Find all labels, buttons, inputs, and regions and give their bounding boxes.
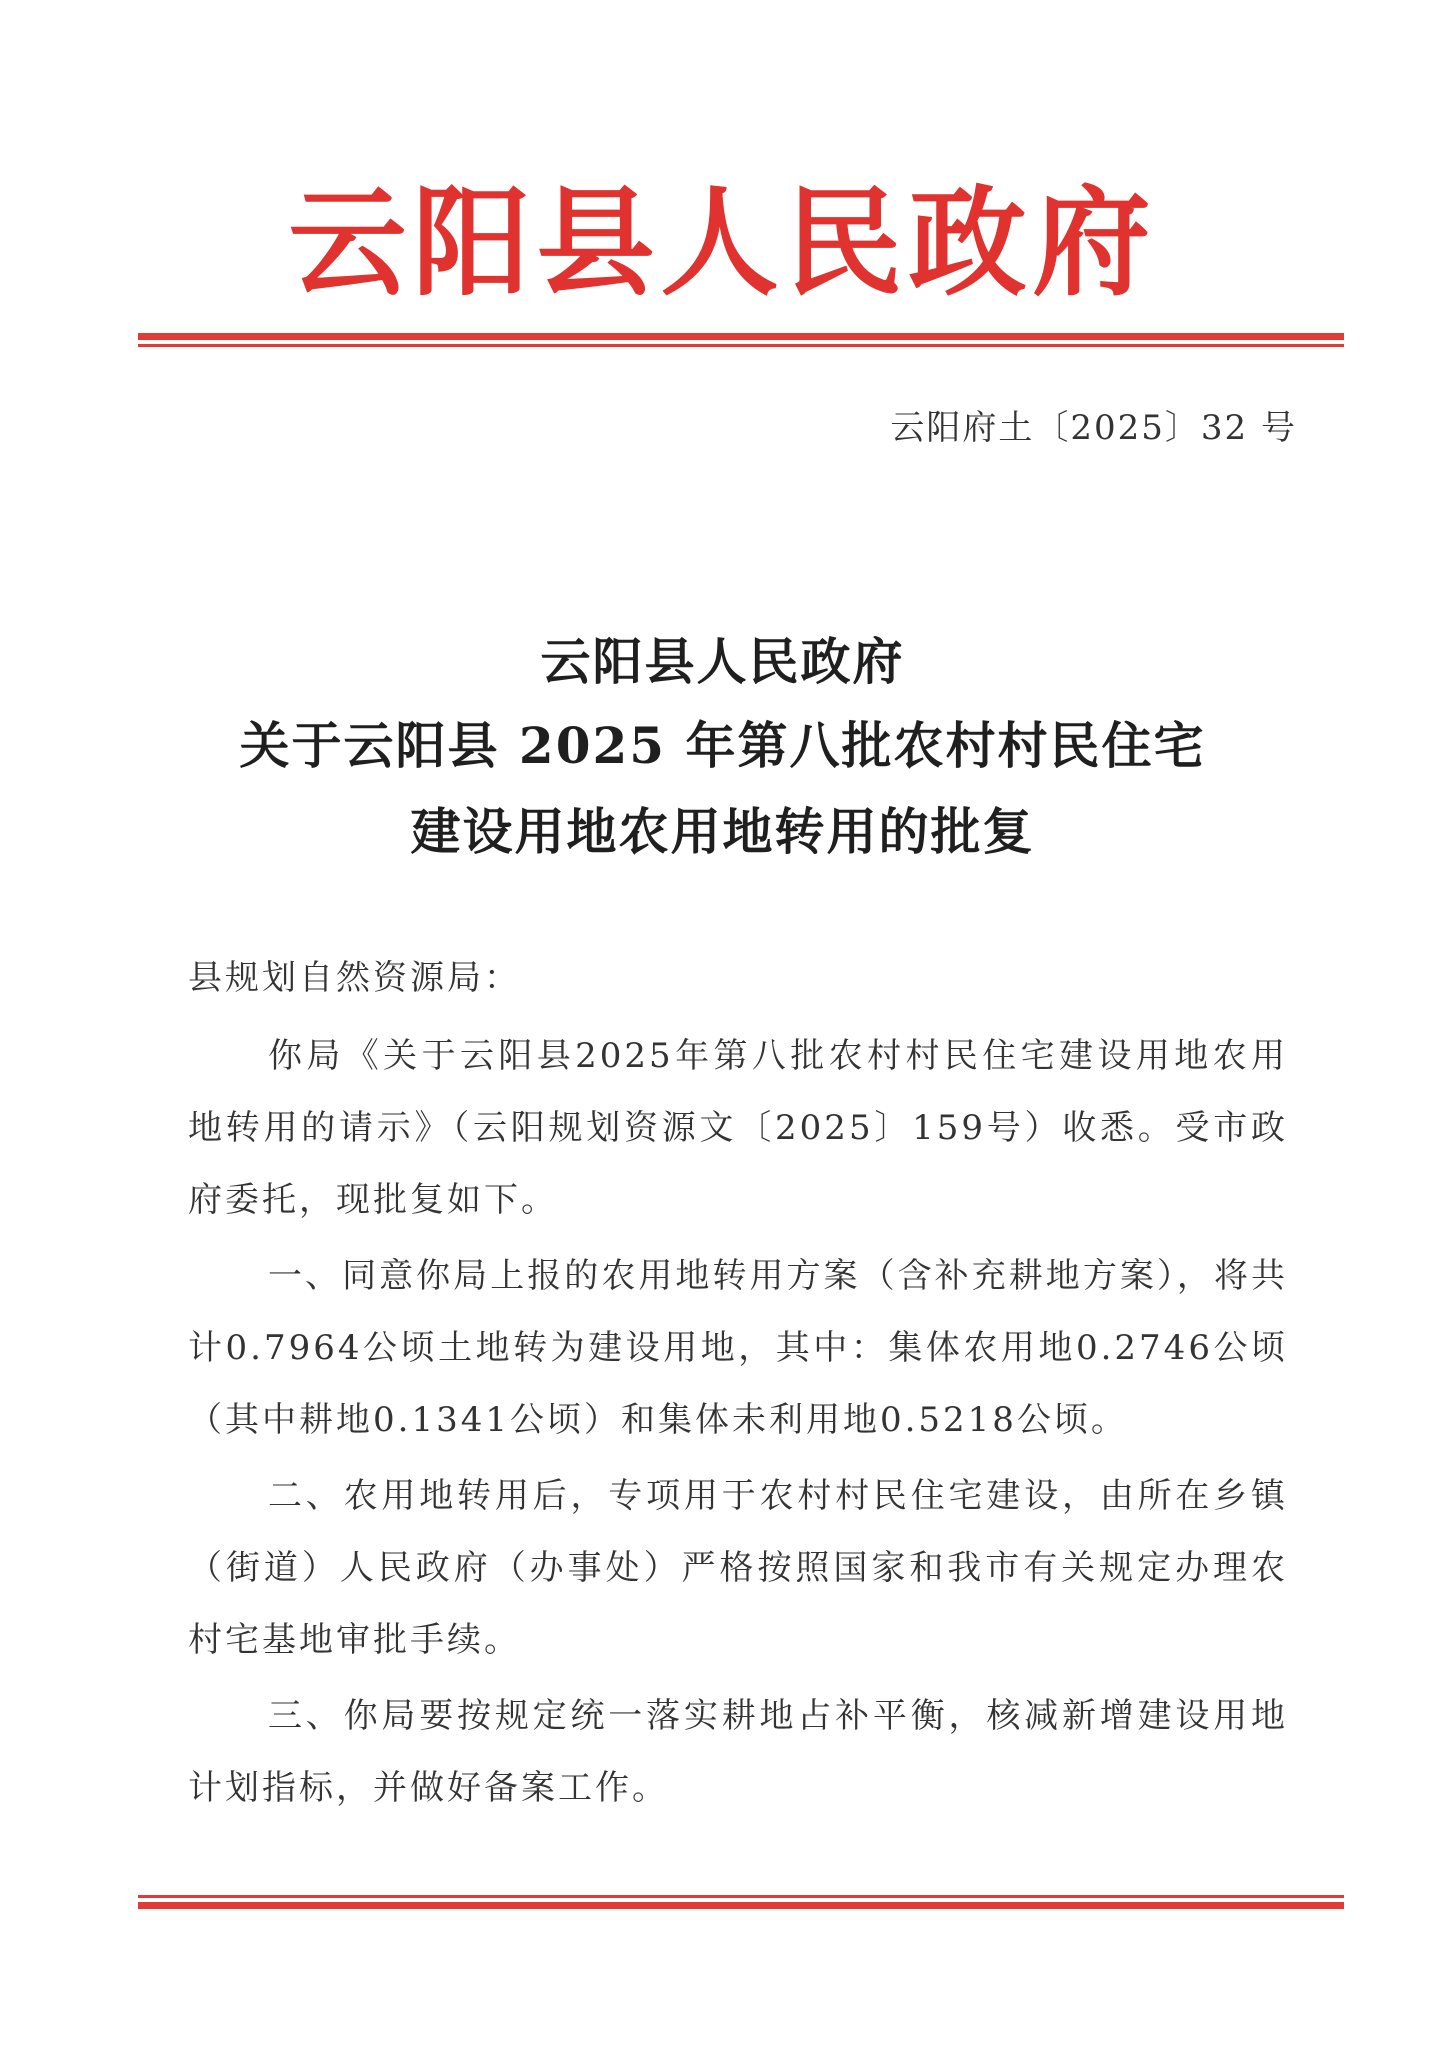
masthead-title: 云阳县人民政府: [288, 173, 1157, 312]
divider-thin-line: [138, 344, 1344, 347]
body-paragraph-2: 一、同意你局上报的农用地转用方案（含补充耕地方案），将共计0.7964公顷土地转为建设用地，其中：集体农用地0.2746公顷（其中耕地0.1341公顷）和集体未利用地0.5218公顷。: [188, 1256, 1288, 1440]
document-title-line-1: 云阳县人民政府: [540, 632, 905, 691]
document-title-line-2: 关于云阳县 2025 年第八批农村村民住宅: [239, 716, 1206, 775]
body-paragraph-1: 你局《关于云阳县2025年第八批农村村民住宅建设用地农用地转用的请示》（云阳规划资源文〔2025〕159号）收悉。受市政府委托，现批复如下。: [188, 1036, 1288, 1220]
body-paragraph-4: 三、你局要按规定统一落实耕地占补平衡，核减新增建设用地计划指标，并做好备案工作。: [188, 1696, 1288, 1808]
divider-thick-line: [138, 333, 1344, 340]
document-number: 云阳府土〔2025〕32 号: [890, 408, 1297, 448]
footer-divider-thin-line: [138, 1895, 1344, 1898]
body-paragraph-3: 二、农用地转用后，专项用于农村村民住宅建设，由所在乡镇（街道）人民政府（办事处）严格按照国家和我市有关规定办理农村宅基地审批手续。: [188, 1476, 1288, 1660]
footer-divider: [138, 1895, 1344, 1909]
document-title-line-3: 建设用地农用地转用的批复: [410, 802, 1035, 861]
masthead-divider: [138, 333, 1344, 347]
salutation: 县规划自然资源局：: [188, 958, 521, 998]
footer-divider-thick-line: [138, 1902, 1344, 1909]
